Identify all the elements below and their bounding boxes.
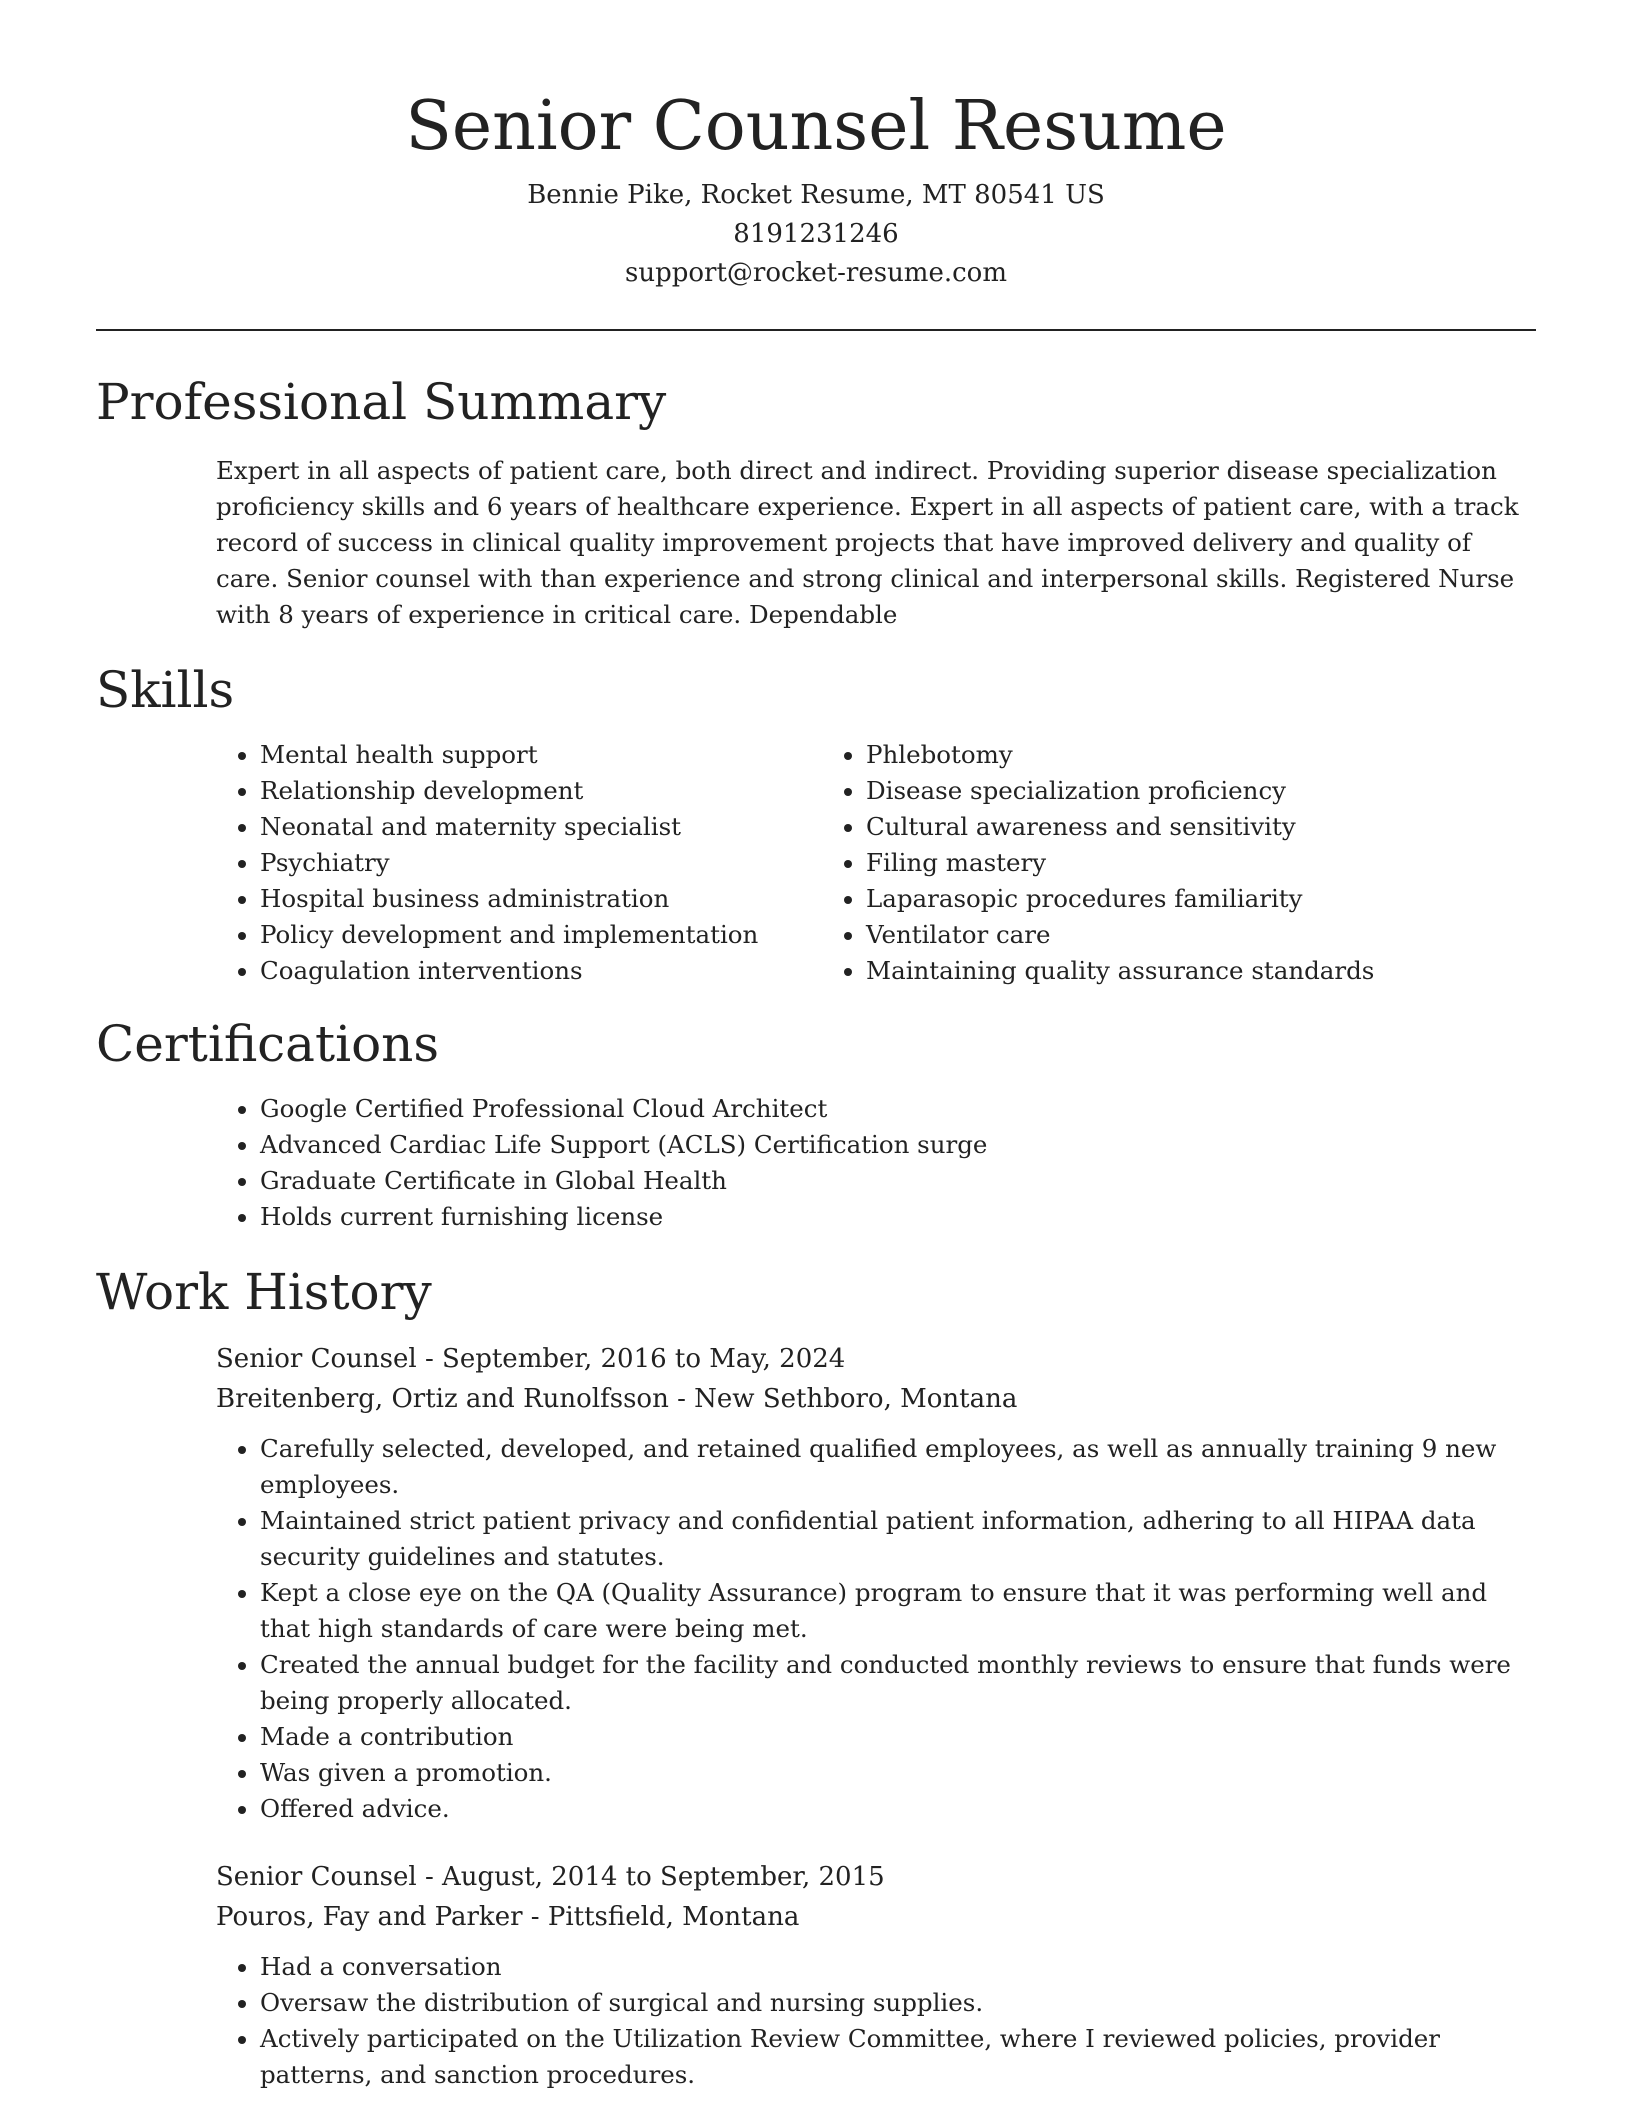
job-title-line — [216, 1857, 1536, 1897]
job-bullet: • Carefully selected, developed, and retained qualified employees, as well as annually training 9 new employees. — [260, 1431, 1536, 1503]
skill-item: • Ventilator care — [866, 917, 1428, 953]
job-bullet: • Had a conversation — [260, 1949, 1536, 1985]
job-location: Pittsfield, Montana — [547, 1902, 800, 1932]
job-bullet: • Kept a close eye on the QA (Quality Assurance) program to ensure that it was performing well and that high standards of care were being met. — [260, 1575, 1536, 1647]
skill-item: • Phlebotomy — [866, 737, 1428, 773]
resume-page — [96, 0, 1536, 2093]
skill-item: • Filing mastery — [866, 845, 1428, 881]
skills-left-column — [216, 737, 822, 989]
work-history-heading: Work History — [96, 1263, 432, 1321]
skill-item: • Neonatal and maternity specialist — [260, 809, 822, 845]
skill-item: • Policy development and implementation — [260, 917, 822, 953]
contact-address: Bennie Pike, Rocket Resume, MT 80541 US — [527, 180, 1105, 210]
job-location: New Sethboro, Montana — [694, 1384, 1018, 1414]
skill-item: • Mental health support — [260, 737, 822, 773]
contact-email: support@rocket-resume.com — [624, 258, 1007, 288]
certification-item: • Graduate Certificate in Global Health — [260, 1163, 1536, 1199]
summary-heading: Professional Summary — [96, 373, 667, 431]
separator: - — [668, 1384, 695, 1414]
skill-item: • Relationship development — [260, 773, 822, 809]
contact-block — [96, 176, 1536, 293]
skills-heading: Skills — [96, 661, 235, 719]
job-entry — [96, 1339, 1536, 1827]
job-role: Senior Counsel — [216, 1862, 417, 1892]
job-dates: September, 2016 to May, 2024 — [442, 1344, 846, 1374]
resume-title: Senior Counsel Resume — [405, 87, 1227, 166]
job-company-line — [216, 1897, 1536, 1937]
job-company: Pouros, Fay and Parker — [216, 1902, 523, 1932]
skill-item: • Hospital business administration — [260, 881, 822, 917]
job-bullets — [216, 1431, 1536, 1827]
certifications-section — [96, 1091, 1536, 1235]
certification-item: • Holds current furnishing license — [260, 1199, 1536, 1235]
job-dates: August, 2014 to September, 2015 — [442, 1862, 885, 1892]
job-bullet: • Was given a promotion. — [260, 1755, 1536, 1791]
skill-item: • Maintaining quality assurance standards — [866, 953, 1428, 989]
separator: - — [416, 1862, 443, 1892]
skills-list — [96, 737, 1536, 989]
job-bullet: • Made a contribution — [260, 1719, 1536, 1755]
job-entry — [96, 1857, 1536, 2093]
skill-item: • Cultural awareness and sensitivity — [866, 809, 1428, 845]
job-title-line — [216, 1339, 1536, 1379]
skills-right-column — [822, 737, 1428, 989]
skill-item: • Laparasopic procedures familiarity — [866, 881, 1428, 917]
skill-item: • Psychiatry — [260, 845, 822, 881]
summary-text: Expert in all aspects of patient care, both direct and indirect. Providing superior disease specialization proficiency skills and 6 years of healthcare experience. Expert in all aspects of patient care, with a track record of success in clinical quality improvement projects that have improved delivery and quality of care. Senior counsel with than experience and strong clinical and interpersonal skills. Registered Nurse with 8 years of experience in critical care. Dependable — [216, 456, 1519, 629]
job-bullet: • Actively participated on the Utilization Review Committee, where I reviewed policies, provider patterns, and sanction procedures. — [260, 2021, 1536, 2093]
job-bullets — [216, 1949, 1536, 2093]
contact-phone: 8191231246 — [733, 219, 899, 249]
skill-item: • Disease specialization proficiency — [866, 773, 1428, 809]
job-bullet: • Maintained strict patient privacy and confidential patient information, adhering to all HIPAA data security guidelines and statutes. — [260, 1503, 1536, 1575]
job-bullet: • Offered advice. — [260, 1791, 1536, 1827]
certifications-list — [216, 1091, 1536, 1235]
job-role: Senior Counsel — [216, 1344, 417, 1374]
job-bullet: • Oversaw the distribution of surgical and nursing supplies. — [260, 1985, 1536, 2021]
separator: - — [416, 1344, 443, 1374]
job-bullet: • Created the annual budget for the facility and conducted monthly reviews to ensure that funds were being properly allocated. — [260, 1647, 1536, 1719]
header-divider — [96, 329, 1536, 331]
certification-item: • Google Certified Professional Cloud Architect — [260, 1091, 1536, 1127]
job-company-line — [216, 1379, 1536, 1419]
certification-item: • Advanced Cardiac Life Support (ACLS) Certification surge — [260, 1127, 1536, 1163]
skill-item: • Coagulation interventions — [260, 953, 822, 989]
separator: - — [522, 1902, 548, 1932]
certifications-heading: Certifications — [96, 1015, 440, 1073]
job-company: Breitenberg, Ortiz and Runolfsson — [216, 1384, 669, 1414]
